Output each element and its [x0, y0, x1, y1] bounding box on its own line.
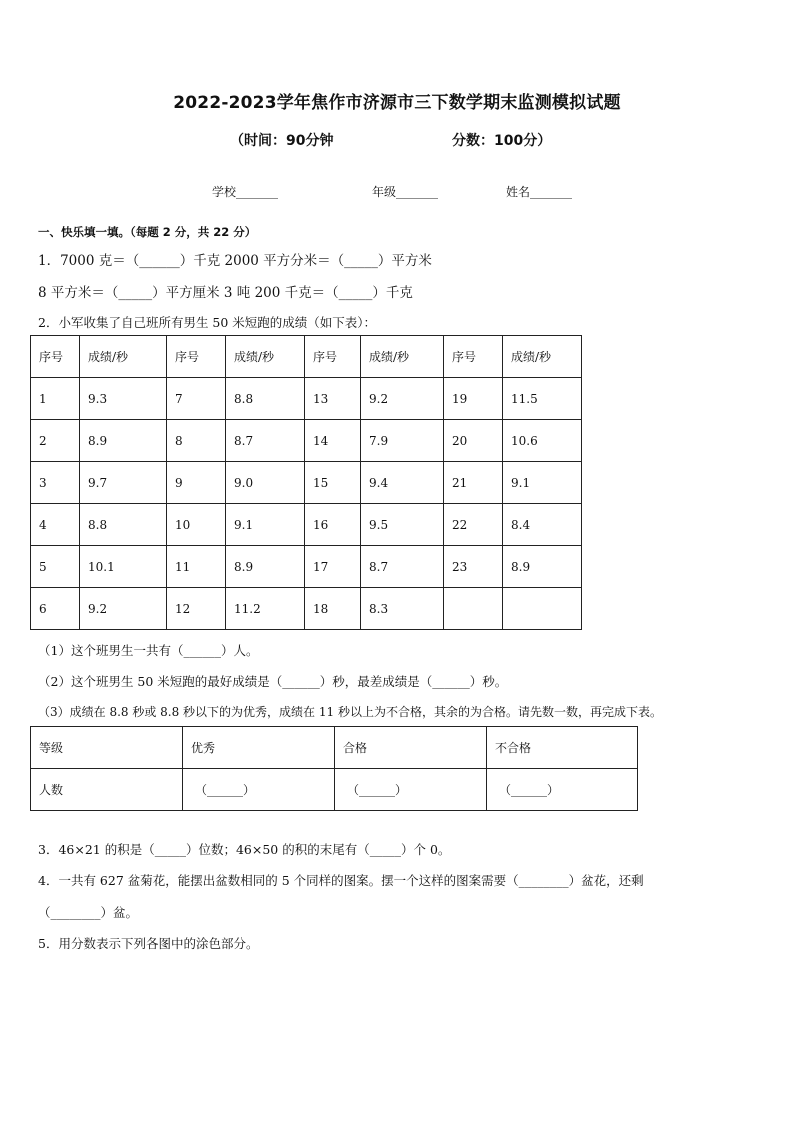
table-row [31, 588, 582, 630]
table-row [31, 546, 582, 588]
table-header-cell: 合格 [335, 727, 487, 769]
question-2-sub-3: （3）成绩在 8.8 秒或 8.8 秒以下的为优秀，成绩在 11 秒以上为不合格，其余的为合格。请先数一数，再完成下表。 [38, 705, 662, 719]
table-row [31, 378, 582, 420]
table-cell: 5 [31, 546, 80, 588]
table-header-row [31, 336, 582, 378]
table-header-cell: 不合格 [487, 727, 638, 769]
table-cell: 22 [444, 504, 503, 546]
table-cell: 10.1 [80, 546, 167, 588]
table-header-cell: 序号 [305, 336, 361, 378]
question-3: 3．46×21 的积是（_____）位数；46×50 的积的末尾有（_____）个 0。 [38, 842, 451, 857]
table-cell: 13 [305, 378, 361, 420]
question-4-line-1: 4．一共有 627 盆菊花，能摆出盆数相同的 5 个同样的图案。摆一个这样的图案需要（________）盆花，还剩 [38, 873, 644, 888]
table-cell: 10.6 [503, 420, 582, 462]
table-cell: 8.8 [80, 504, 167, 546]
table-cell [444, 588, 503, 630]
table-cell: 21 [444, 462, 503, 504]
grade-field[interactable]: 年级_______ [372, 185, 439, 199]
table-header-cell: 序号 [167, 336, 226, 378]
table-row [31, 462, 582, 504]
table-header-cell: 成绩/秒 [226, 336, 305, 378]
table-cell: 14 [305, 420, 361, 462]
table-cell: 17 [305, 546, 361, 588]
table-cell: 9.1 [503, 462, 582, 504]
table-cell: 7.9 [361, 420, 444, 462]
table-cell: 9.7 [80, 462, 167, 504]
table-cell: 11 [167, 546, 226, 588]
name-field[interactable]: 姓名_______ [506, 185, 573, 199]
table-cell: 1 [31, 378, 80, 420]
table-cell: 9.2 [361, 378, 444, 420]
exam-score: 分数：100分） [452, 133, 552, 149]
table-row [31, 504, 582, 546]
table-cell: 3 [31, 462, 80, 504]
page-title: 2022-2023学年焦作市济源市三下数学期末监测模拟试题 [173, 93, 621, 113]
table-cell: 18 [305, 588, 361, 630]
results-table [30, 335, 582, 630]
table-cell: 8.7 [226, 420, 305, 462]
section-heading: 一、快乐填一填。（每题 2 分，共 22 分） [38, 225, 257, 239]
answer-blank-fail[interactable]: （______） [487, 769, 638, 811]
question-2-intro: 2．小军收集了自己班所有男生 50 米短跑的成绩（如下表）： [38, 315, 377, 330]
table-cell: 19 [444, 378, 503, 420]
question-1-line-1: 1．7000 克＝（______）千克 2000 平方分米＝（_____）平方米 [38, 253, 432, 269]
table-row [31, 769, 638, 811]
table-cell: 9.3 [80, 378, 167, 420]
table-header-row [31, 727, 638, 769]
table-cell: 15 [305, 462, 361, 504]
table-cell: 8.3 [361, 588, 444, 630]
table-cell: 16 [305, 504, 361, 546]
answer-blank-excellent[interactable]: （______） [183, 769, 335, 811]
school-field[interactable]: 学校_______ [212, 185, 279, 199]
table-cell: 23 [444, 546, 503, 588]
table-header-cell: 成绩/秒 [80, 336, 167, 378]
table-cell: 8.9 [503, 546, 582, 588]
table-cell: 人数 [31, 769, 183, 811]
table-cell: 7 [167, 378, 226, 420]
table-cell: 8.4 [503, 504, 582, 546]
question-2-sub-1: （1）这个班男生一共有（______）人。 [38, 643, 259, 658]
question-1-line-2: 8 平方米＝（_____）平方厘米 3 吨 200 千克＝（_____）千克 [38, 285, 413, 301]
table-cell: 8.9 [226, 546, 305, 588]
table-header-cell: 序号 [444, 336, 503, 378]
table-cell: 8.9 [80, 420, 167, 462]
question-5: 5．用分数表示下列各图中的涂色部分。 [38, 936, 259, 951]
table-cell: 9.5 [361, 504, 444, 546]
exam-time: （时间：90分钟 [230, 133, 334, 149]
table-cell: 9.1 [226, 504, 305, 546]
table-cell: 8.7 [361, 546, 444, 588]
table-header-cell: 成绩/秒 [503, 336, 582, 378]
table-row [31, 420, 582, 462]
table-cell: 2 [31, 420, 80, 462]
table-cell: 12 [167, 588, 226, 630]
question-4-line-2: （________）盆。 [38, 905, 139, 920]
table-header-cell: 等级 [31, 727, 183, 769]
table-cell: 10 [167, 504, 226, 546]
table-cell: 11.5 [503, 378, 582, 420]
table-cell: 11.2 [226, 588, 305, 630]
answer-blank-pass[interactable]: （______） [335, 769, 487, 811]
table-cell: 9.4 [361, 462, 444, 504]
table-cell: 4 [31, 504, 80, 546]
question-2-sub-2: （2）这个班男生 50 米短跑的最好成绩是（______）秒，最差成绩是（______）秒。 [38, 674, 508, 689]
table-cell: 9 [167, 462, 226, 504]
table-cell: 9.0 [226, 462, 305, 504]
table-cell: 20 [444, 420, 503, 462]
table-header-cell: 成绩/秒 [361, 336, 444, 378]
table-cell: 6 [31, 588, 80, 630]
table-cell: 8.8 [226, 378, 305, 420]
grade-count-table [30, 726, 638, 811]
table-header-cell: 序号 [31, 336, 80, 378]
table-header-cell: 优秀 [183, 727, 335, 769]
table-cell [503, 588, 582, 630]
table-cell: 9.2 [80, 588, 167, 630]
table-cell: 8 [167, 420, 226, 462]
